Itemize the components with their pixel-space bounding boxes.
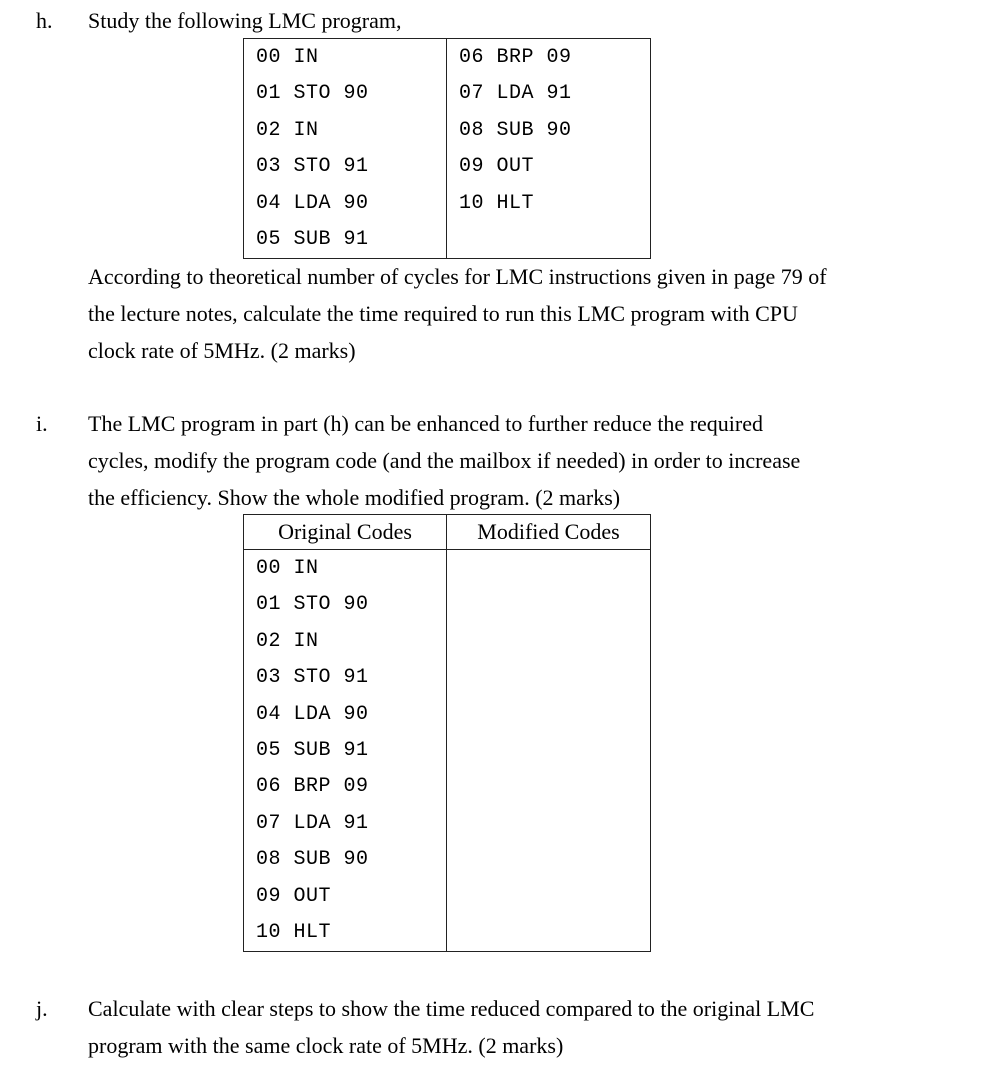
code-line: 01 STO 90 [256,593,369,617]
lmc-program-right-column [447,39,651,259]
question-h-line: the lecture notes, calculate the time required to run this LMC program with CPU [88,301,798,326]
code-line: 05 SUB 91 [256,738,369,762]
question-i-letter: i. [36,411,48,436]
question-h-line: clock rate of 5MHz. (2 marks) [88,338,356,363]
original-codes-cell [244,550,447,952]
code-line: 10 HLT [256,920,332,944]
question-h-letter: h. [36,8,53,33]
modify-program-table [243,514,651,952]
code-line: 09 OUT [256,884,332,908]
code-line: 08 SUB 90 [256,848,369,872]
code-line: 04 LDA 90 [256,191,369,215]
question-j-line: program with the same clock rate of 5MHz. (2 marks) [88,1033,564,1058]
code-line: 09 OUT [459,155,535,179]
lmc-program-table [243,38,651,259]
question-h-intro [88,2,948,39]
code-line: 10 HLT [459,191,535,215]
code-line: 03 STO 91 [256,666,369,690]
modified-codes-header: Modified Codes [447,515,651,550]
code-line: 03 STO 91 [256,155,369,179]
code-line: 07 LDA 91 [459,82,572,106]
code-line: 01 STO 90 [256,82,369,106]
code-line: 08 SUB 90 [459,118,572,142]
question-i-body [88,405,948,516]
code-line: 00 IN [256,46,319,69]
question-i-line: cycles, modify the program code (and the mailbox if needed) in order to increase [88,448,801,473]
question-i-line: the efficiency. Show the whole modified program. (2 marks) [88,485,621,510]
code-line: 00 IN [256,557,319,580]
code-line: 06 BRP 09 [256,775,369,799]
code-line: 05 SUB 91 [256,227,369,251]
lmc-program-left-column [244,39,447,259]
question-h-intro-text: Study the following LMC program, [88,8,402,33]
original-codes-header: Original Codes [244,515,447,550]
code-line: 04 LDA 90 [256,702,369,726]
question-j-body [88,990,948,1064]
code-line: 02 IN [256,118,319,142]
question-i-line: The LMC program in part (h) can be enhanced to further reduce the required [88,411,763,436]
modified-codes-cell[interactable] [447,550,651,952]
question-h-body [88,258,948,369]
question-h-line: According to theoretical number of cycles for LMC instructions given in page 79 of [88,264,827,289]
question-j-line: Calculate with clear steps to show the time reduced compared to the original LMC [88,996,815,1021]
question-j-letter: j. [36,996,48,1021]
code-line: 02 IN [256,629,319,653]
code-line: 06 BRP 09 [459,46,572,69]
code-line: 07 LDA 91 [256,811,369,835]
